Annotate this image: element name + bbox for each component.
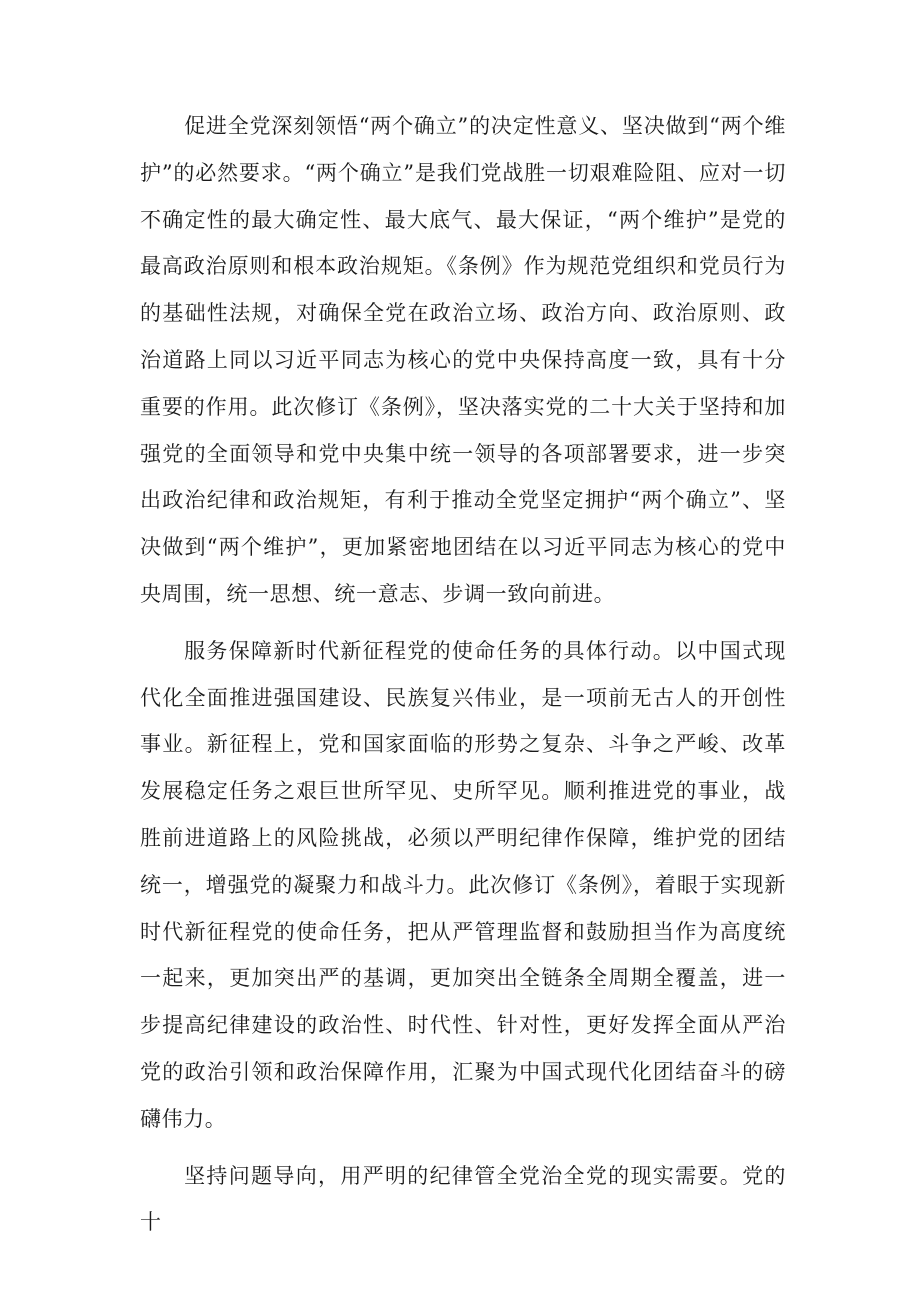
paragraph-two-establishments: 促进全党深刻领悟“两个确立”的决定性意义、坚决做到“两个维护”的必然要求。“两个确立”是我们党战胜一切艰难险阻、应对一切不确定性的最大确定性、最大底气、最大保证，“两个维护”是党的最高政治原则和根本政治规矩。《条例》作为规范党组织和党员行为的基础性法规，对确保全党在政治立场、政治方向、政治原则、政治道路上同以习近平同志为核心的党中央保持高度一致，具有十分重要的作用。此次修订《条例》，坚决落实党的二十大关于坚持和加强党的全面领导和党中央集中统一领导的各项部署要求，进一步突出政治纪律和政治规矩，有利于推动全党坚定拥护“两个确立”、坚决做到“两个维护”，更加紧密地团结在以习近平同志为核心的党中央周围，统一思想、统一意志、步调一致向前进。 xyxy=(140,114,786,606)
paragraph-problem-orientation: 坚持问题导向，用严明的纪律管全党治全党的现实需要。党的十 xyxy=(140,1163,786,1235)
document-body xyxy=(140,103,786,1256)
paragraph-mission-tasks: 服务保障新时代新征程党的使命任务的具体行动。以中国式现代化全面推进强国建设、民族复兴伟业，是一项前无古人的开创性事业。新征程上，党和国家面临的形势之复杂、斗争之严峻、改革发展稳定任务之艰巨世所罕见、史所罕见。顺利推进党的事业，战胜前进道路上的风险挑战，必须以严明纪律作保障，维护党的团结统一，增强党的凝聚力和战斗力。此次修订《条例》，着眼于实现新时代新征程党的使命任务，把从严管理监督和鼓励担当作为高度统一起来，更加突出严的基调，更加突出全链条全周期全覆盖，进一步提高纪律建设的政治性、时代性、针对性，更好发挥全面从严治党的政治引领和政治保障作用，汇聚为中国式现代化团结奋斗的磅礴伟力。 xyxy=(140,638,786,1131)
